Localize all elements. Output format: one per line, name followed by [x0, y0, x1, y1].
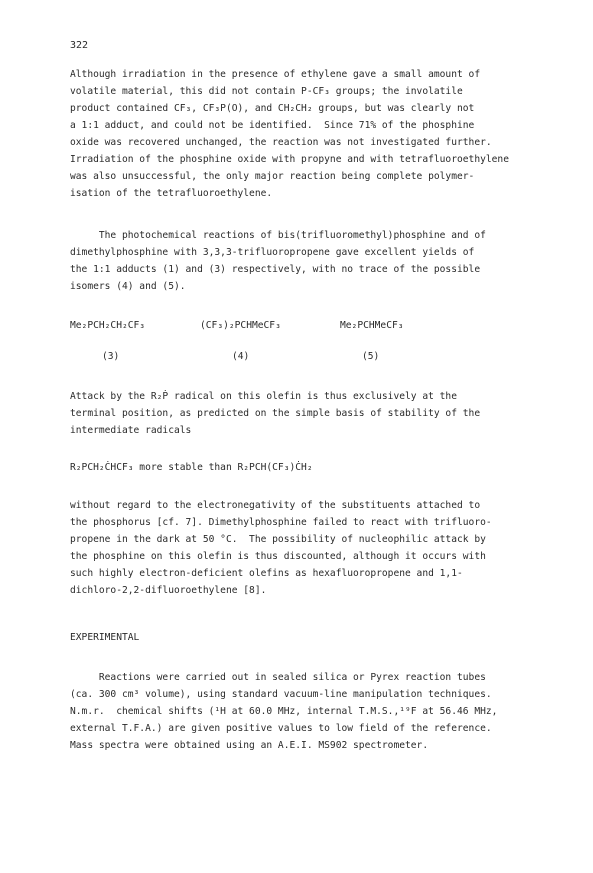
text-line: The photochemical reactions of bis(trifluoromethyl)phosphine and of: [70, 230, 486, 241]
text-line: a 1:1 adduct, and could not be identified. Since 71% of the phosphine: [70, 120, 475, 131]
text-line: (ca. 300 cm³ volume), using standard vacuum-line manipulation techniques.: [70, 689, 492, 700]
compound-formula: Me₂PCHMeCF₃: [340, 320, 404, 331]
text-line: isomers (4) and (5).: [70, 281, 186, 292]
text-line: product contained CF₃, CF₃P(O), and CH₂CH₂ groups, but was clearly not: [70, 103, 475, 114]
text-line: dimethylphosphine with 3,3,3-trifluoropropene gave excellent yields of: [70, 247, 475, 258]
text-line: the phosphorus [cf. 7]. Dimethylphosphine failed to react with trifluoro-: [70, 517, 492, 528]
text-line: external T.F.A.) are given positive values to low field of the reference.: [70, 723, 492, 734]
text-line: the phosphine on this olefin is thus discounted, although it occurs with: [70, 551, 486, 562]
text-line: Although irradiation in the presence of ethylene gave a small amount of: [70, 69, 481, 80]
page-number: 322: [70, 40, 89, 51]
section-heading: EXPERIMENTAL: [70, 632, 140, 643]
text-line: Attack by the R₂Ṗ radical on this olefin is thus exclusively at the: [70, 391, 457, 402]
text-line: intermediate radicals: [70, 425, 192, 436]
compound-formula: Me₂PCH₂CH₂CF₃: [70, 320, 146, 331]
text-line: Irradiation of the phosphine oxide with propyne and with tetrafluoroethylene: [70, 154, 509, 165]
text-line: dichloro-2,2-difluoroethylene [8].: [70, 585, 267, 596]
text-line: Mass spectra were obtained using an A.E.I. MS902 spectrometer.: [70, 740, 429, 751]
compound-label: (3): [102, 351, 120, 362]
radical-comparison: R₂PCH₂ĊHCF₃ more stable than R₂PCH(CF₃)ĊH₂: [70, 462, 313, 473]
text-line: volatile material, this did not contain P-CF₃ groups; the involatile: [70, 86, 463, 97]
text-line: without regard to the electronegativity of the substituents attached to: [70, 500, 481, 511]
text-line: N.m.r. chemical shifts (¹H at 60.0 MHz, internal T.M.S.,¹⁹F at 56.46 MHz,: [70, 706, 498, 717]
text-line: isation of the tetrafluoroethylene.: [70, 188, 273, 199]
compound-label: (5): [362, 351, 380, 362]
text-line: terminal position, as predicted on the simple basis of stability of the: [70, 408, 481, 419]
text-line: Reactions were carried out in sealed silica or Pyrex reaction tubes: [70, 672, 486, 683]
compound-label: (4): [232, 351, 250, 362]
text-line: oxide was recovered unchanged, the reaction was not investigated further.: [70, 137, 492, 148]
text-line: propene in the dark at 50 °C. The possibility of nucleophilic attack by: [70, 534, 486, 545]
text-line: the 1:1 adducts (1) and (3) respectively, with no trace of the possible: [70, 264, 481, 275]
text-line: was also unsuccessful, the only major reaction being complete polymer-: [70, 171, 475, 182]
text-line: such highly electron-deficient olefins as hexafluoropropene and 1,1-: [70, 568, 463, 579]
compound-formula: (CF₃)₂PCHMeCF₃: [200, 320, 281, 331]
